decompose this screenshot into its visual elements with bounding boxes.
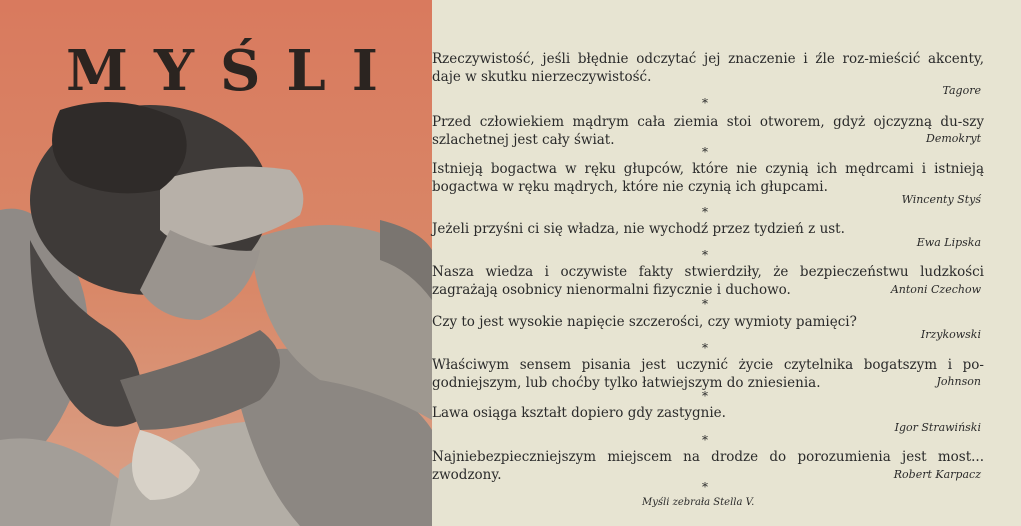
quote-6: [432, 313, 984, 331]
quote-author: Robert Karpacz: [893, 468, 981, 481]
quote-text: Rzeczywistość, jeśli błędnie odczytać jej znaczenie i źle roz-mieścić akcenty, daje w skutku nierzeczywistość.: [432, 51, 984, 85]
quote-author: Ewa Lipska: [916, 236, 981, 249]
separator-star: *: [702, 389, 708, 403]
separator-star: *: [702, 480, 708, 494]
quote-author: Johnson: [936, 375, 981, 388]
quote-author: Tagore: [942, 84, 981, 97]
quote-8: [432, 404, 984, 422]
separator-star: *: [702, 297, 708, 311]
quote-text: Przed człowiekiem mądrym cała ziemia stoi otworem, gdyż ojczyzną du-szy szlachetnej jest cały świat.: [432, 114, 984, 148]
quote-7: [432, 356, 984, 392]
separator-star: *: [702, 145, 708, 159]
separator-star: *: [702, 433, 708, 447]
quote-text: Istnieją bogactwa w ręku głupców, które nie czynią ich mędrcami i istnieją bogactwa w ręku mądrych, które nie czynią ich głupcami.: [432, 161, 984, 195]
quotes-panel: [432, 0, 1021, 526]
quote-author: Irzykowski: [920, 328, 981, 341]
quote-4: [432, 220, 984, 238]
quote-text: Nasza wiedza i oczywiste fakty stwierdziły, że bezpieczeństwu ludzkości zagrażają osobnicy nienormalni fizycznie i duchowo.: [432, 264, 984, 298]
quote-author: Wincenty Styś: [901, 193, 981, 206]
quote-1: [432, 50, 984, 86]
quote-author: Demokryt: [926, 132, 981, 145]
separator-star: *: [702, 248, 708, 262]
quote-2: [432, 113, 984, 149]
footer-credit: Myśli zebrała Stella V.: [642, 497, 755, 508]
quote-author: Igor Strawiński: [894, 421, 981, 434]
quote-3: [432, 160, 984, 196]
quote-text: Czy to jest wysokie napięcie szczerości, czy wymioty pamięci?: [432, 314, 857, 330]
quote-author: Antoni Czechow: [890, 283, 981, 296]
quote-text: Najniebezpieczniejszym miejscem na drodze do porozumienia jest most... zwodzony.: [432, 449, 984, 483]
quote-text: Jeżeli przyśni ci się władza, nie wychodź przez tydzień z ust.: [432, 221, 845, 237]
separator-star: *: [702, 96, 708, 110]
collage-panel: [0, 0, 432, 526]
quote-text: Właściwym sensem pisania jest uczynić życie czytelnika bogatszym i po-godniejszym, lub choćby tylko łatwiejszym do zniesienia.: [432, 357, 984, 391]
separator-star: *: [702, 341, 708, 355]
quote-text: Lawa osiąga kształt dopiero gdy zastygnie.: [432, 405, 726, 421]
separator-star: *: [702, 205, 708, 219]
page-title: MYŚLI: [66, 38, 404, 104]
